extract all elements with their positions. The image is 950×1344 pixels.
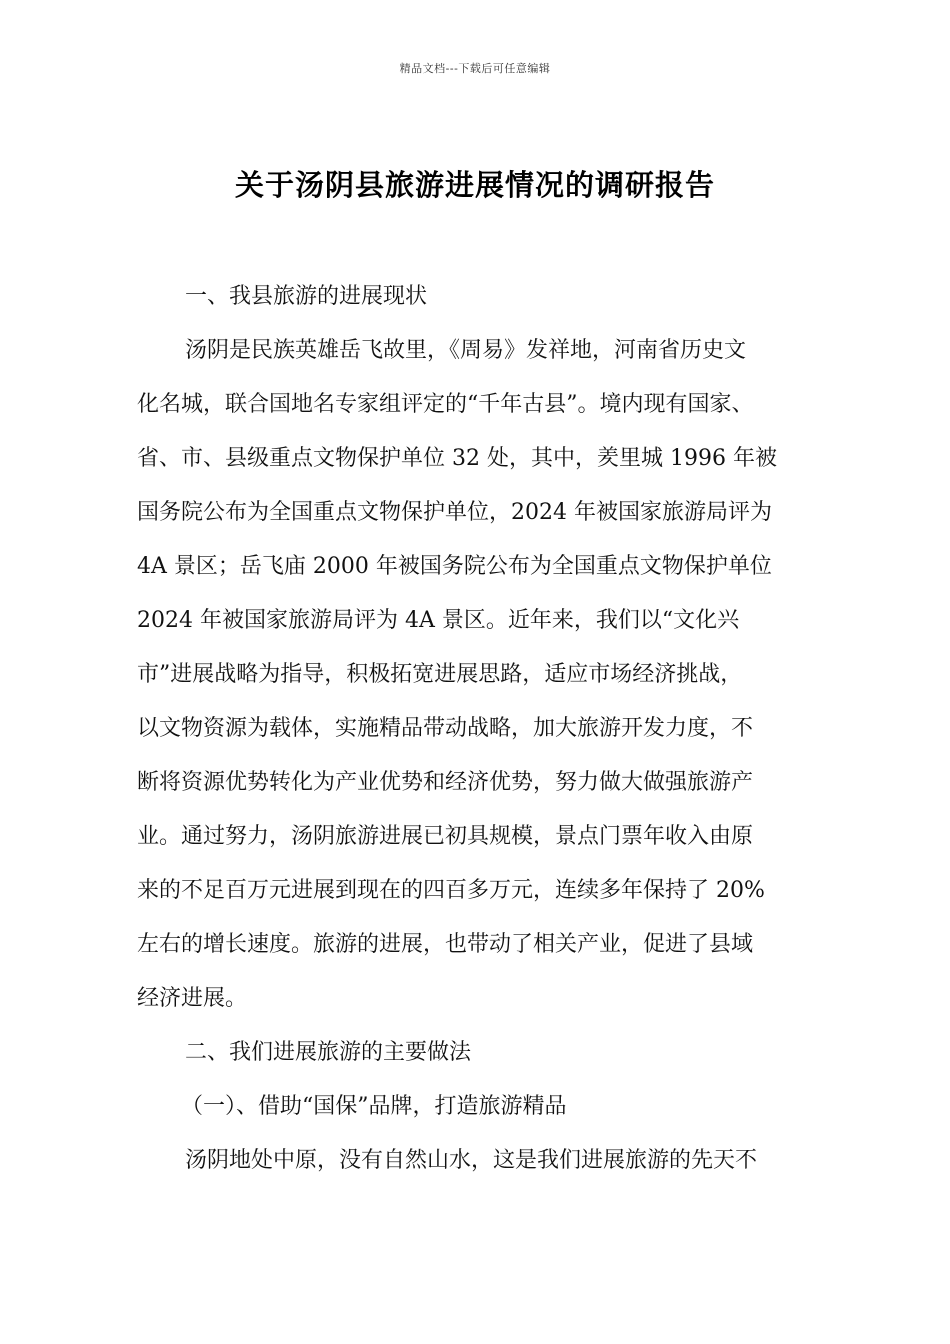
paragraph-2: [137, 1134, 842, 1188]
paragraph-1: [137, 324, 842, 1026]
paragraph-line: 汤阴地处中原，没有自然山水，这是我们进展旅游的先天不: [185, 1148, 758, 1173]
paragraph-line: 化名城，联合国地名专家组评定的“千年古县”。境内现有国家、: [137, 392, 754, 417]
paragraph-line: 断将资源优势转化为产业优势和经济优势，努力做大做强旅游产: [137, 770, 754, 795]
paragraph-line: 2024 年被国家旅游局评为 4A 景区。近年来，我们以“文化兴: [137, 608, 740, 633]
page-header-note: 精品文档---下载后可任意编辑: [399, 62, 551, 75]
paragraph-line: 业。通过努力，汤阴旅游进展已初具规模，景点门票年收入由原: [137, 824, 754, 849]
paragraph-line: 市”进展战略为指导，积极拓宽进展思路，适应市场经济挑战，: [137, 662, 743, 687]
section-heading-2: 二、我们进展旅游的主要做法: [185, 1040, 472, 1065]
paragraph-line: 省、市、县级重点文物保护单位 32 处，其中，羑里城 1996 年被: [137, 446, 777, 471]
document-title: 关于汤阴县旅游进展情况的调研报告: [234, 168, 715, 202]
section-heading-1: 一、我县旅游的进展现状: [185, 284, 428, 309]
paragraph-line: 经济进展。: [137, 986, 248, 1011]
paragraph-line: 4A 景区；岳飞庙 2000 年被国务院公布为全国重点文物保护单位: [137, 554, 772, 579]
paragraph-line: 以文物资源为载体，实施精品带动战略，加大旅游开发力度，不: [137, 716, 754, 741]
paragraph-line: 国务院公布为全国重点文物保护单位，2024 年被国家旅游局评为: [137, 500, 772, 525]
subsection-heading-1: （一）、借助“国保”品牌，打造旅游精品: [181, 1094, 567, 1119]
document-body: [137, 270, 842, 1188]
paragraph-line: 汤阴是民族英雄岳飞故里，《周易》发祥地，河南省历史文: [185, 338, 747, 363]
paragraph-line: 来的不足百万元进展到现在的四百多万元，连续多年保持了 20%: [137, 878, 765, 903]
paragraph-line: 左右的增长速度。旅游的进展，也带动了相关产业，促进了县域: [137, 932, 754, 957]
